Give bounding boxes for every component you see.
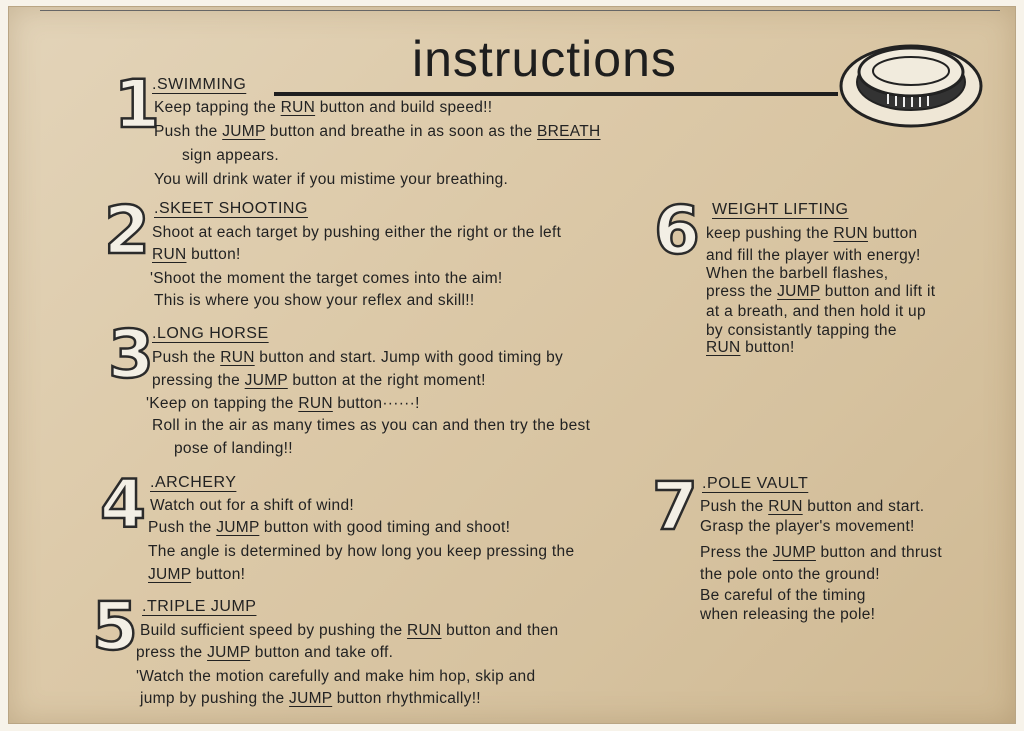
instruction-line: and fill the player with energy!: [706, 247, 921, 264]
instruction-line: Grasp the player's movement!: [700, 518, 915, 535]
instruction-line: press the JUMP button and take off.: [136, 644, 394, 661]
title-underline: [274, 92, 838, 96]
instruction-line: Push the JUMP button with good timing and shoot!: [148, 519, 511, 536]
section-title: .SKEET SHOOTING: [154, 200, 308, 217]
section-title: .ARCHERY: [150, 474, 237, 491]
section-title: .TRIPLE JUMP: [142, 598, 257, 615]
instruction-line: keep pushing the RUN button: [706, 225, 918, 242]
instruction-line: sign appears.: [182, 147, 279, 164]
instruction-line: Press the JUMP button and thrust: [700, 544, 942, 561]
instruction-line: at a breath, and then hold it up: [706, 303, 926, 320]
instruction-line: Push the JUMP button and breathe in as soon as the BREATH: [154, 123, 601, 140]
section-number: 5: [92, 588, 138, 665]
instruction-line: Be careful of the timing: [700, 587, 866, 604]
section-number: 7: [652, 468, 698, 545]
page-title: instructions: [412, 31, 677, 87]
instruction-line: This is where you show your reflex and skill!!: [154, 292, 475, 309]
instruction-line: Roll in the air as many times as you can and then try the best: [152, 417, 591, 434]
section-title: WEIGHT LIFTING: [712, 201, 849, 218]
section-number: 1: [114, 66, 160, 143]
instruction-line: 'Shoot the moment the target comes into the aim!: [150, 270, 503, 287]
instruction-line: when releasing the pole!: [700, 606, 876, 623]
instruction-line: the pole onto the ground!: [700, 566, 880, 583]
instruction-line: RUN button!: [152, 246, 241, 263]
instruction-line: Watch out for a shift of wind!: [150, 497, 354, 514]
instruction-line: 'Keep on tapping the RUN button······!: [146, 395, 420, 412]
instruction-line: The angle is determined by how long you keep pressing the: [148, 543, 575, 560]
instruction-line: pose of landing!!: [174, 440, 293, 457]
instruction-line: by consistantly tapping the: [706, 322, 897, 339]
button-icon: [838, 34, 984, 130]
top-border-line: [40, 10, 1000, 11]
section-number: 4: [100, 466, 146, 543]
instruction-line: jump by pushing the JUMP button rhythmically!!: [140, 690, 481, 707]
instruction-line: Push the RUN button and start. Jump with good timing by: [152, 349, 564, 366]
section-number: 2: [104, 192, 150, 269]
instruction-line: Push the RUN button and start.: [700, 498, 925, 515]
instruction-line: When the barbell flashes,: [706, 265, 889, 282]
instruction-line: Shoot at each target by pushing either the right or the left: [152, 224, 562, 241]
instruction-line: You will drink water if you mistime your breathing.: [154, 171, 509, 188]
section-title: .SWIMMING: [152, 76, 247, 93]
section-number: 3: [108, 316, 154, 393]
section-title: .POLE VAULT: [702, 475, 809, 492]
instruction-line: RUN button!: [706, 339, 795, 356]
instruction-line: Keep tapping the RUN button and build speed!!: [154, 99, 493, 116]
section-number: 6: [654, 192, 700, 269]
section-title: .LONG HORSE: [152, 325, 269, 342]
instruction-line: pressing the JUMP button at the right moment!: [152, 372, 486, 389]
instruction-line: 'Watch the motion carefully and make him hop, skip and: [136, 668, 536, 685]
instruction-line: press the JUMP button and lift it: [706, 283, 936, 300]
instruction-line: JUMP button!: [148, 566, 246, 583]
instruction-line: Build sufficient speed by pushing the RUN button and then: [140, 622, 559, 639]
